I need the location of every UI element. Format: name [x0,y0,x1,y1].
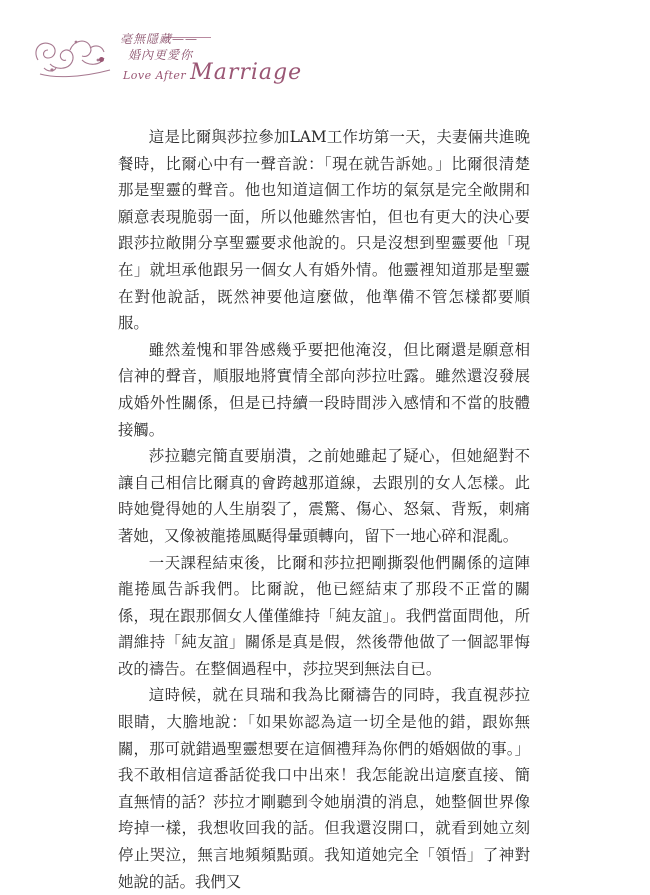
body-text [118,124,530,895]
paragraph: 一天課程結束後，比爾和莎拉把剛撕裂他們關係的這陣龍捲風告訴我們。比爾說，他已經結束了那段不正當的關係，現在跟那個女人僅僅維持「純友誼」。我們當面問他，所謂維持「純友誼」關係是真是假，然後帶他做了一個認罪悔改的禱告。在整個過程中，莎拉哭到無法自已。 [118,553,530,678]
paragraph: 這是比爾與莎拉參加LAM工作坊第一天，夫妻倆共進晚餐時，比爾心中有一聲音說：「現在就告訴她。」比爾很清楚那是聖靈的聲音。他也知道這個工作坊的氣氛是完全敞開和願意表現脆弱一面，所以他雖然害怕，但也有更大的決心要跟莎拉敞開分享聖靈要求他說的。只是沒想到聖靈要他「現在」就坦承他跟另一個女人有婚外情。他靈裡知道那是聖靈在對他說話，既然神要他這麼做，他準備不管怎樣都要順服。 [118,128,530,333]
brand-title [123,60,302,85]
tagline-line1: 毫無隱藏—— [120,32,199,46]
ornament-dot [99,57,104,62]
paragraph: 這時候，就在貝瑞和我為比爾禱告的同時，我直視莎拉眼睛，大膽地說：「如果妳認為這一切全是他的錯，跟妳無關，那可就錯過聖靈想要在這個禮拜為你們的婚姻做的事。」我不敢相信這番話從我口中出來！我怎能說出這麼直接、簡直無情的話？莎拉才剛聽到令她崩潰的消息，她整個世界像垮掉一樣，我想收回我的話。但我還沒開口，就看到她立刻停止哭泣，無言地頻頻點頭。我知道她完全「領悟」了神對她說的話。我們又 [118,686,530,891]
floral-ornament-icon [30,30,116,82]
paragraph: 雖然羞愧和罪咎感幾乎要把他淹沒，但比爾還是願意相信神的聲音，順服地將實情全部向莎拉吐露。雖然還沒發展成婚外性關係，但是已持續一段時間涉入感情和不當的肢體接觸。 [118,340,530,439]
brand-large-text: Marriage [190,60,303,85]
tagline-line2: 婚內更愛你 [128,48,194,62]
paragraph: 莎拉聽完簡直要崩潰，之前她雖起了疑心，但她絕對不讓自己相信比爾真的會跨越那道線，去跟別的女人怎樣。此時她覺得她的人生崩裂了，震驚、傷心、怒氣、背叛，刺痛著她，又像被龍捲風颳得暈頭轉向，留下一地心碎和混亂。 [118,447,530,545]
page-header [0,0,650,110]
brand-small-text: Love After [123,69,187,82]
